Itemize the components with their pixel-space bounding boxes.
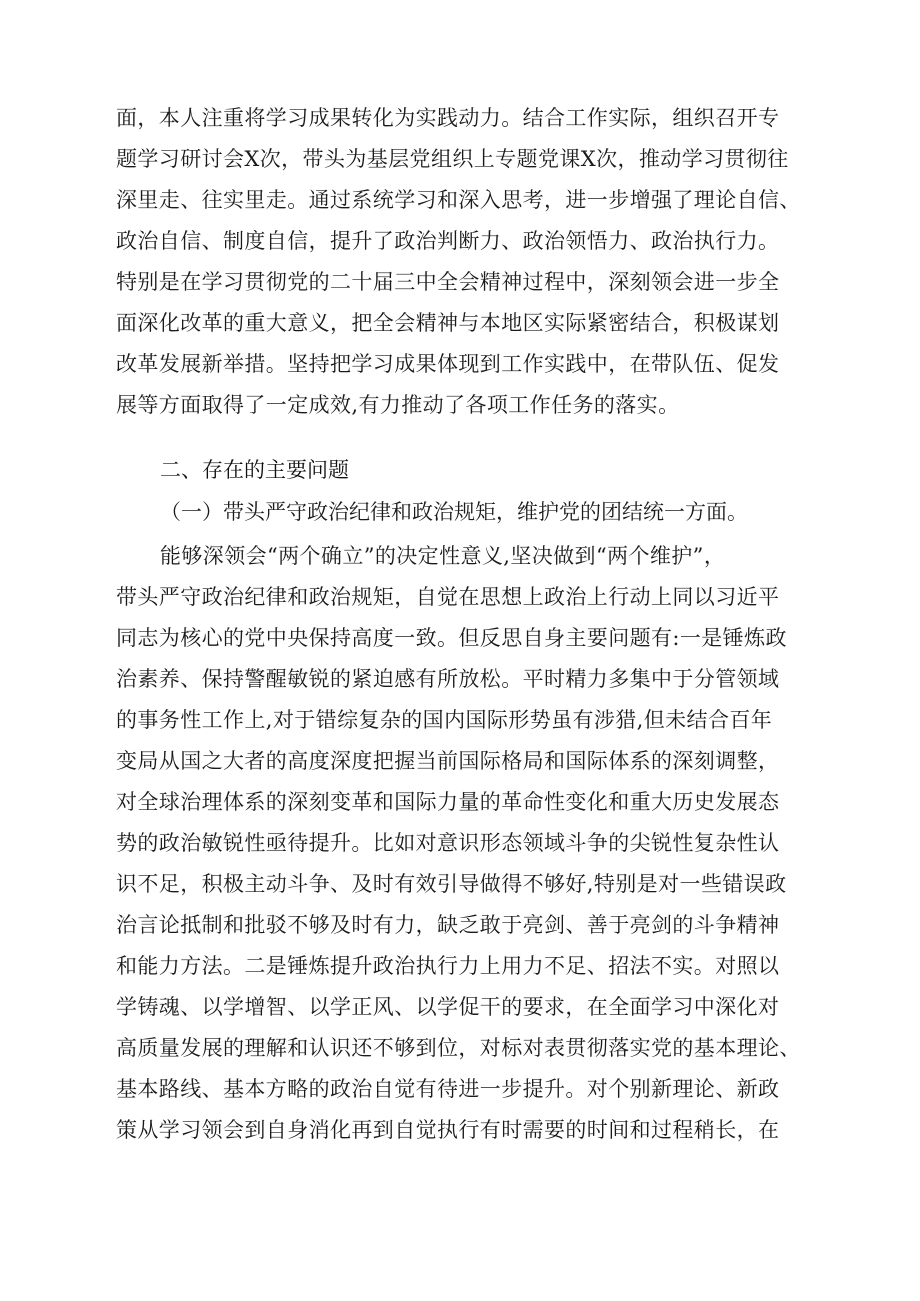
body-line-6: 变局从国之大者的高度深度把握当前国际格局和国际体系的深刻调整， [116, 749, 780, 773]
body-line-9: 识不足，积极主动斗争、及时有效引导做得不够好,特别是对一些错误政 [116, 872, 787, 896]
body-line-4: 治素养、保持警醒敏锐的紧迫感有所放松。平时精力多集中于分管领域 [116, 667, 780, 691]
body-line-1: 能够深领会“两个确立”的决定性意义,坚决做到“两个维护”， [160, 544, 726, 568]
intro-line-5: 特别是在学习贯彻党的二十届三中全会精神过程中，深刻领会进一步全 [116, 270, 780, 294]
body-line-7: 对全球治理体系的深刻变革和国际力量的革命性变化和重大历史发展态 [116, 790, 780, 814]
intro-line-4: 政治自信、制度自信，提升了政治判断力、政治领悟力、政治执行力。 [116, 229, 780, 253]
section-heading: 二、存在的主要问题 [160, 458, 349, 482]
intro-line-6: 面深化改革的重大意义，把全会精神与本地区实际紧密结合，积极谋划 [116, 311, 780, 335]
intro-line-2: 题学习研讨会X次，带头为基层党组织上专题党课X次，推动学习贯彻往 [116, 147, 789, 171]
subsection-heading: （一）带头严守政治纪律和政治规矩，维护党的团结统一方面。 [160, 500, 748, 524]
body-line-5: 的事务性工作上,对于错综复杂的国内国际形势虽有涉猎,但未结合百年 [116, 708, 773, 732]
body-line-12: 学铸魂、以学增智、以学正风、以学促干的要求，在全面学习中深化对 [116, 995, 780, 1019]
body-line-15: 策从学习领会到自身消化再到自觉执行有时需要的时间和过程稍长，在 [116, 1118, 780, 1142]
intro-line-8: 展等方面取得了一定成效,有力推动了各项工作任务的落实。 [116, 393, 680, 417]
body-line-3: 同志为核心的党中央保持高度一致。但反思自身主要问题有:一是锤炼政 [116, 626, 787, 650]
body-paragraph [116, 536, 828, 1151]
body-line-2: 带头严守政治纪律和政治规矩，自觉在思想上政治上行动上同以习近平 [116, 585, 780, 609]
intro-line-7: 改革发展新举措。坚持把学习成果体现到工作实践中，在带队伍、促发 [116, 352, 780, 376]
body-line-10: 治言论抵制和批驳不够及时有力，缺乏敢于亮剑、善于亮剑的斗争精神 [116, 913, 780, 937]
intro-line-3: 深里走、往实里走。通过系统学习和深入思考，进一步增强了理论自信、 [116, 188, 801, 212]
body-line-14: 基本路线、基本方略的政治自觉有待进一步提升。对个别新理论、新政 [116, 1077, 780, 1101]
body-line-11: 和能力方法。二是锤炼提升政治执行力上用力不足、招法不实。对照以 [116, 954, 780, 978]
body-line-8: 势的政治敏锐性亟待提升。比如对意识形态领域斗争的尖锐性复杂性认 [116, 831, 780, 855]
intro-line-1: 面，本人注重将学习成果转化为实践动力。结合工作实际，组织召开专 [116, 106, 780, 130]
intro-paragraph [116, 98, 828, 426]
body-line-13: 高质量发展的理解和认识还不够到位，对标对表贯彻落实党的基本理论、 [116, 1036, 801, 1060]
